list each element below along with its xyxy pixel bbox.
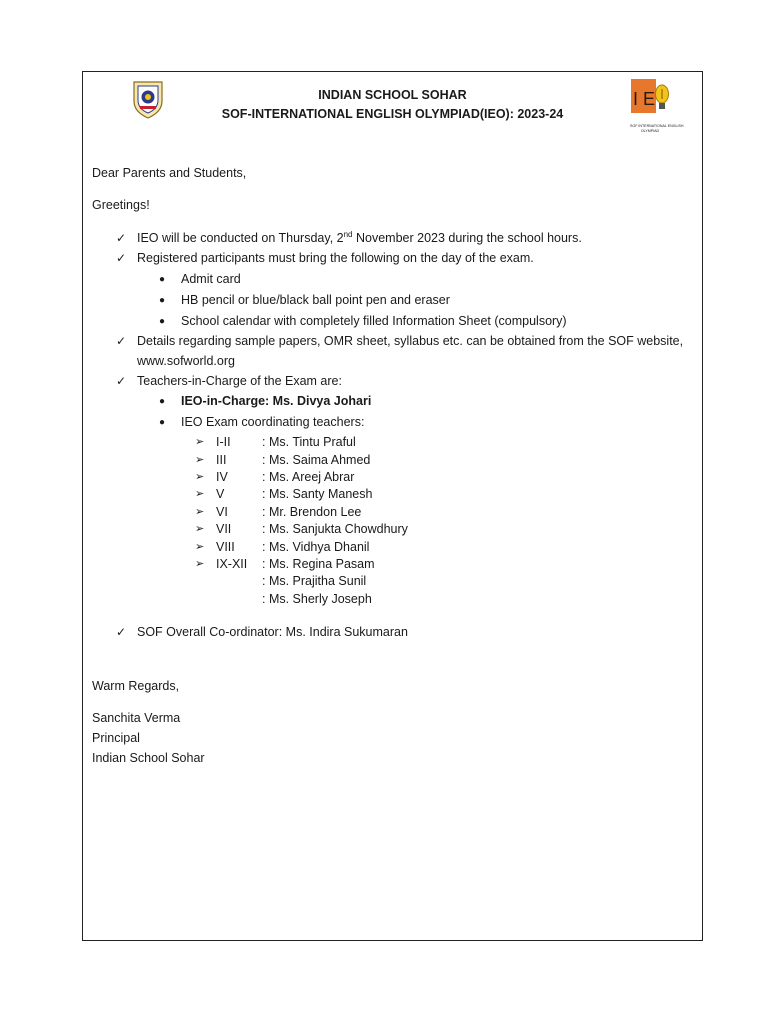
coordinator-grade: IX-XII	[216, 557, 248, 571]
coordinator-grade: VII	[216, 522, 232, 536]
school-name: INDIAN SCHOOL SOHAR	[318, 88, 467, 102]
coordinator-teacher: : Ms. Areej Abrar	[262, 470, 355, 484]
coordinator-teacher: : Ms. Prajitha Sunil	[262, 574, 367, 588]
signatory-org: Indian School Sohar	[92, 751, 205, 765]
coordinator-grade: VIII	[216, 540, 235, 554]
check-icon: ✓	[116, 374, 127, 388]
svg-text:I E: I E	[633, 89, 656, 109]
date-suffix: nd	[343, 229, 353, 239]
ieo-logo	[630, 77, 684, 137]
coordinator-teacher: : Ms. Sherly Joseph	[262, 592, 372, 606]
point-teachers: Teachers-in-Charge of the Exam are:	[137, 374, 342, 388]
coordinator-grade: I-II	[216, 435, 231, 449]
greeting: Greetings!	[92, 198, 150, 212]
coordinator-teacher: : Ms. Santy Manesh	[262, 487, 373, 501]
bullet-icon: ●	[159, 396, 166, 407]
point-overall-coordinator: SOF Overall Co-ordinator: Ms. Indira Sukumaran	[137, 625, 408, 639]
bullet-icon: ●	[159, 295, 166, 306]
check-icon: ✓	[116, 625, 127, 639]
arrow-icon: ➢	[195, 454, 205, 466]
point-details: Details regarding sample papers, OMR sheet, syllabus etc. can be obtained from the SOF website,	[137, 334, 684, 348]
coordinator-grade: III	[216, 453, 227, 467]
event-title: SOF-INTERNATIONAL ENGLISH OLYMPIAD(IEO): 2023-24	[221, 107, 564, 121]
list-item: HB pencil or blue/black ball point pen and eraser	[181, 293, 450, 307]
bullet-icon: ●	[159, 274, 166, 285]
coordinator-grade: VI	[216, 505, 228, 519]
salutation: Dear Parents and Students,	[92, 166, 247, 180]
signatory-role: Principal	[92, 731, 140, 745]
sof-website-link[interactable]: www.sofworld.org	[137, 354, 235, 368]
coordinator-teacher: : Mr. Brendon Lee	[262, 505, 362, 519]
ieo-logo-caption-1: SOF INTERNATIONAL ENGLISH	[630, 124, 684, 128]
arrow-icon: ➢	[195, 541, 205, 553]
coordinator-grade: IV	[216, 470, 228, 484]
point-exam-date	[137, 230, 582, 246]
signatory-name: Sanchita Verma	[92, 711, 181, 725]
point-exam-date-rest: November 2023 during the school hours.	[352, 231, 582, 245]
coordinator-teacher: : Ms. Regina Pasam	[262, 557, 375, 571]
coordinator-teacher: : Ms. Vidhya Dhanil	[262, 540, 370, 554]
bullet-icon: ●	[159, 316, 166, 327]
arrow-icon: ➢	[195, 436, 205, 448]
point-bring-items: Registered participants must bring the following on the day of the exam.	[137, 251, 534, 265]
arrow-icon: ➢	[195, 506, 205, 518]
arrow-icon: ➢	[195, 471, 205, 483]
ieo-logo-caption-2: OLYMPIAD	[640, 128, 660, 133]
coordinating-label: IEO Exam coordinating teachers:	[181, 415, 365, 429]
arrow-icon: ➢	[195, 523, 205, 535]
point-exam-date-text: IEO will be conducted on Thursday, 2	[137, 231, 344, 245]
ieo-logo-icon	[630, 77, 670, 119]
bullet-icon: ●	[159, 417, 166, 428]
coordinator-teacher: : Ms. Sanjukta Chowdhury	[262, 522, 408, 536]
ieo-incharge: IEO-in-Charge: Ms. Divya Johari	[181, 394, 372, 408]
closing-regards: Warm Regards,	[92, 679, 180, 693]
list-item: Admit card	[181, 272, 241, 286]
check-icon: ✓	[116, 251, 127, 265]
coordinator-teacher: : Ms. Tintu Praful	[262, 435, 356, 449]
arrow-icon: ➢	[195, 558, 205, 570]
check-icon: ✓	[116, 231, 127, 245]
letter-page	[82, 71, 703, 941]
list-item: School calendar with completely filled Information Sheet (compulsory)	[181, 314, 567, 328]
coordinator-grade: V	[216, 487, 225, 501]
arrow-icon: ➢	[195, 488, 205, 500]
check-icon: ✓	[116, 334, 127, 348]
coordinator-teacher: : Ms. Saima Ahmed	[262, 453, 371, 467]
